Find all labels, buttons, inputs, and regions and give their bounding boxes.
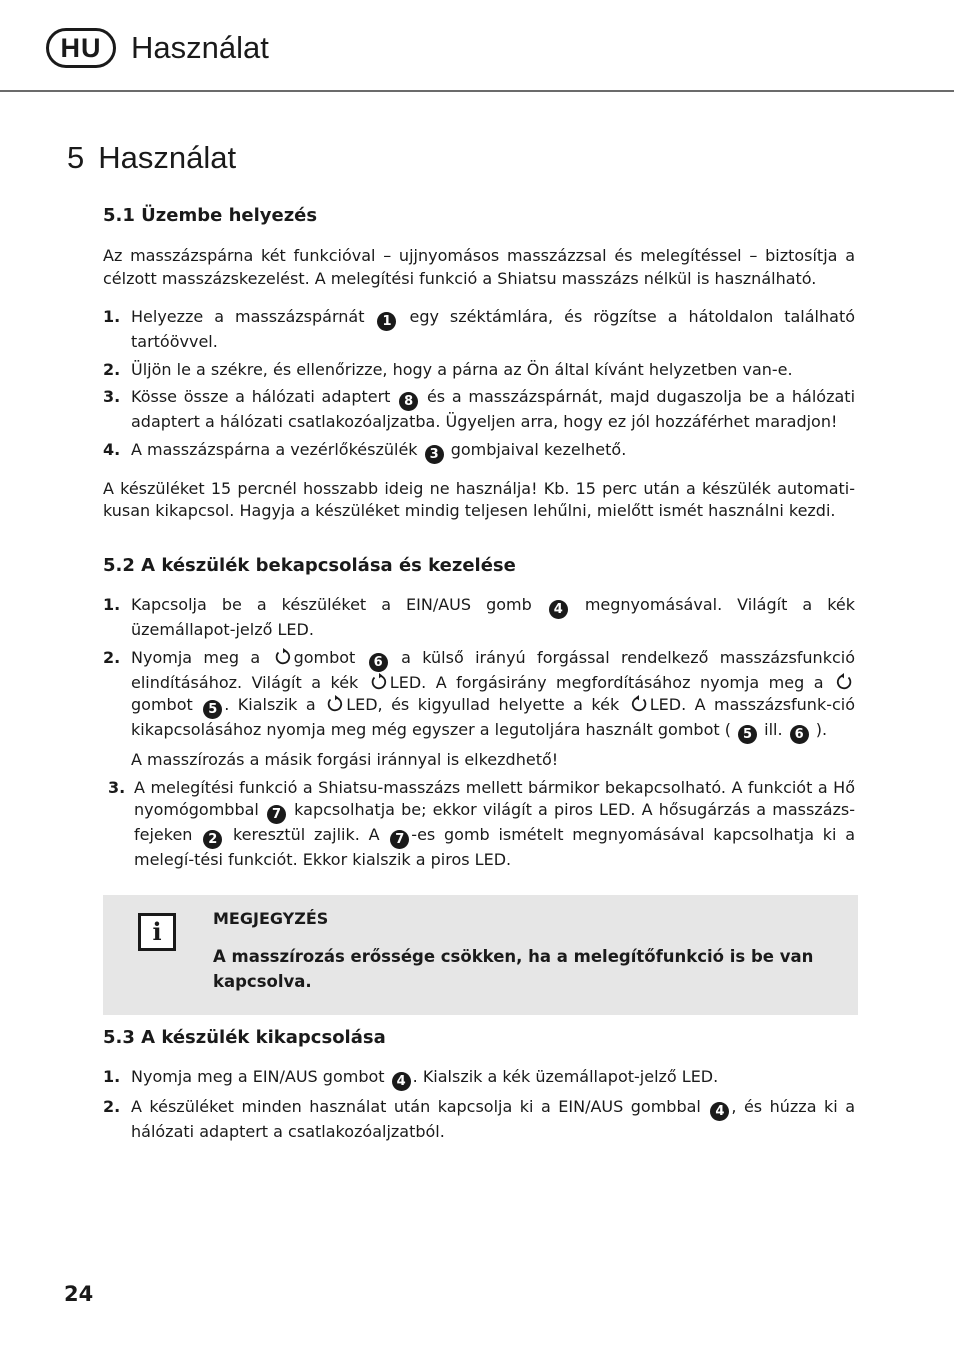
callout-badge: 6 [369,653,388,672]
callout-badge: 8 [399,392,418,411]
callout-badge: 4 [392,1072,411,1091]
rotate-ccw-icon [326,695,344,713]
callout-badge: 1 [377,312,396,331]
chapter-label: Használat [98,140,237,175]
language-badge: HU [46,28,116,68]
section-heading: 5.3 A készülék kikapcsolása [103,1027,386,1048]
step-number: 3. [103,387,121,406]
list-item: 2. A készüléket minden használat után kapcsolja ki a EIN/AUS gombbal 4 , és húzza ki a hálózati adaptert a csatlakozóaljzatból. [103,1097,855,1141]
list-item: 4. A masszázspárna a vezérlőkészülék 3 gombjaival kezelhető. [103,439,627,462]
section-5-2 [103,554,855,877]
note-text: A masszírozás erőssége csökken, ha a melegítőfunkció is be van kapcsolva. [213,947,814,991]
list-item: 1. Kapcsolja be a készüléket a EIN/AUS gomb 4 megnyomásával. Világít a kék üzemállapot-jelző LED. [103,595,855,639]
callout-badge: 4 [710,1102,729,1121]
rotate-ccw-icon [274,648,292,666]
header-title: Használat [131,30,269,65]
section-heading: 5.2 A készülék bekapcsolása és kezelése [103,555,516,576]
steps-list [103,306,855,464]
callout-badge: 4 [549,600,568,619]
callout-badge: 7 [267,805,286,824]
step-number: 2. [103,1097,121,1116]
rotate-ccw-icon [370,673,388,691]
callout-badge: 3 [425,445,444,464]
list-item: 2. Üljön le a székre, és ellenőrizze, hogy a párna az Ön által kívánt helyzetben van-e. [103,359,855,382]
note-box [103,895,858,1015]
list-item: 3. A melegítési funkció a Shiatsu-masszázs mellett bármikor bekapcsolható. A funkciót a Hő nyomógombbal 7 kapcsolhatja be; ekkor világít a piros LED. A hősugárzás a masszázs-fejeken 2 keresztül zajlik. A 7 -es gomb ismételt megnyomásával kapcsolhatja ki a melegí-tési funkciót. Ekkor kialszik a piros LED. [108,777,856,869]
section-heading: 5.1 Üzembe helyezés [103,205,318,226]
step-note: A masszírozás a másik forgási iránnyal is elkezdhető! [131,750,559,769]
chapter-number: 5 [67,140,85,175]
info-icon: i [138,913,176,951]
callout-badge: 2 [203,830,222,849]
steps-list [103,594,855,872]
step-number: 4. [103,439,121,459]
callout-badge: 6 [790,725,809,744]
rotate-cw-icon [630,695,648,713]
list-item: 1. Nyomja meg a EIN/AUS gombot 4 . Kialszik a kék üzemállapot-jelző LED. [103,1067,719,1089]
section-5-1 [103,204,855,523]
rotate-cw-icon [835,673,853,691]
page-header [0,0,954,92]
step-number: 1. [103,595,121,614]
step-number: 3. [108,777,126,797]
section-5-3 [103,1026,855,1149]
step-number: 1. [103,307,121,326]
step-number: 1. [103,1067,121,1086]
step-number: 2. [103,359,121,379]
list-item: 2. Nyomja meg a gombot 6 a külső irányú forgással rendelkező masszázsfunkció elindításához. Világít a kék LED. A forgásirány megfordításához nyomja meg a gombot 5 . Kialszik a LED, és kigyullad helyette a kék LED. A masszázsfunk-ció kikapcsolásához nyomja meg még egyszer a legutoljára használt gombot ( 5 ill. 6 ). A masszírozás a másik forgási iránnyal is elkezdhető! [103,647,855,772]
steps-list [103,1066,855,1144]
chapter-title [67,138,236,178]
list-item: 3. Kösse össze a hálózati adaptert 8 és a masszázspárnát, majd dugaszolja be a hálózati adaptert a hálózati csatlakozóaljzatba. Ügyeljen arra, hogy ez jól hozzáférhet maradjon! [103,387,856,431]
section-outro: A készüléket 15 percnél hosszabb ideig ne használja! Kb. 15 perc után a készülék automati-kusan kikapcsol. Hagyja a készüléket mindig teljesen lehűlni, mielőtt ismét használni kezdi. [103,478,855,520]
section-intro: Az masszázspárna két funkcióval – ujjnyomásos masszázzsal és melegítéssel – biztosítja a célzott masszázskezelést. A melegítési funkció a Shiatsu masszázs nélkül is használható. [103,246,855,288]
list-item: 1. Helyezze a masszázspárnát 1 egy széktámlára, és rögzítse a hátoldalon található tartóövvel. [103,307,856,351]
callout-badge: 5 [738,725,757,744]
step-number: 2. [103,647,121,667]
callout-badge: 7 [390,830,409,849]
callout-badge: 5 [203,700,222,719]
page-number: 24 [64,1282,94,1306]
note-title: MEGJEGYZÉS [213,909,329,928]
